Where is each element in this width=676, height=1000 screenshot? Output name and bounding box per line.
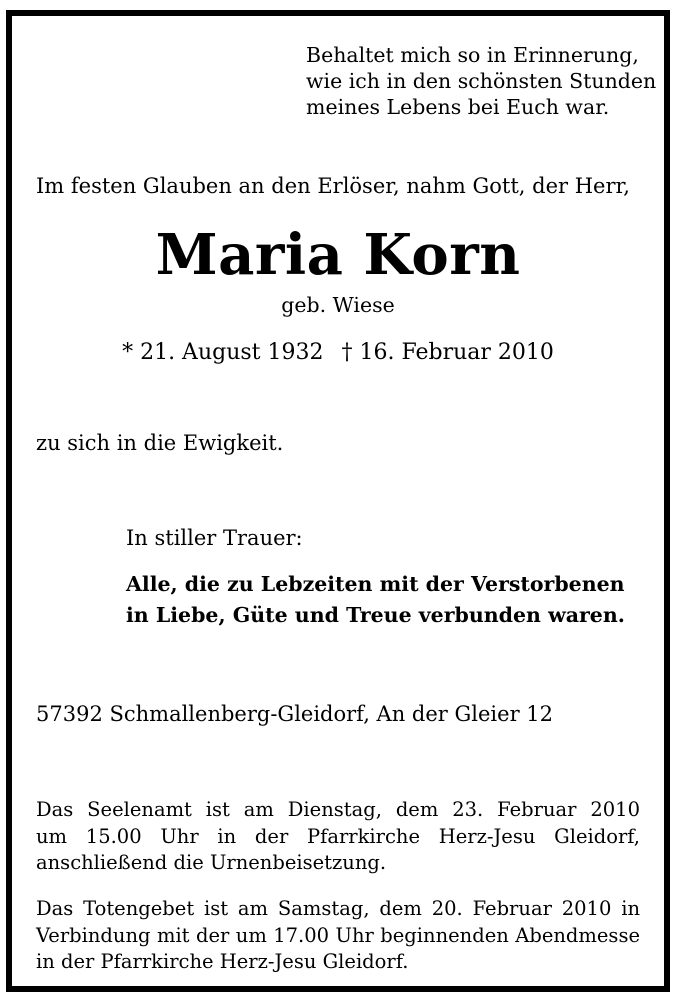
birth-date: * 21. August 1932 — [122, 340, 324, 365]
motto-line: meines Lebens bei Euch war. — [306, 95, 610, 119]
obituary-frame — [6, 10, 670, 992]
prayer-line: Verbindung mit der um 17.00 Uhr beginnenden Abendmesse — [36, 923, 640, 947]
mourners-block — [126, 569, 625, 631]
deceased-name: Maria Korn — [155, 222, 521, 288]
mourning-label: In stiller Trauer: — [126, 526, 303, 550]
requiem-notice — [36, 797, 640, 877]
requiem-line: Das Seelenamt ist am Dienstag, dem 23. Februar 2010 — [36, 798, 640, 821]
mourning-address: 57392 Schmallenberg-Gleidorf, An der Gleier 12 — [36, 702, 554, 726]
motto-line: Behaltet mich so in Erinnerung, — [306, 43, 639, 67]
mourners-line: in Liebe, Güte und Treue verbunden waren. — [126, 603, 625, 627]
motto-line: wie ich in den schönsten Stunden — [306, 69, 657, 93]
prayer-line: Das Totengebet ist am Samstag, dem 20. Februar 2010 in — [36, 897, 640, 920]
motto-verse — [306, 42, 656, 120]
life-dates — [12, 338, 664, 368]
opening-sentence: Im festen Glauben an den Erlöser, nahm Gott, der Herr, — [36, 174, 630, 198]
closing-sentence: zu sich in die Ewigkeit. — [36, 431, 284, 455]
requiem-line: anschließend die Urnenbeisetzung. — [36, 851, 387, 874]
mourners-line: Alle, die zu Lebzeiten mit der Verstorbenen — [126, 572, 625, 596]
requiem-line: um 15.00 Uhr in der Pfarrkirche Herz-Jesu Gleidorf, — [36, 824, 640, 848]
prayer-line: in der Pfarrkirche Herz-Jesu Gleidorf. — [36, 950, 409, 973]
birth-name: geb. Wiese — [281, 293, 395, 317]
prayer-notice — [36, 896, 640, 976]
death-date: † 16. Februar 2010 — [341, 340, 554, 365]
